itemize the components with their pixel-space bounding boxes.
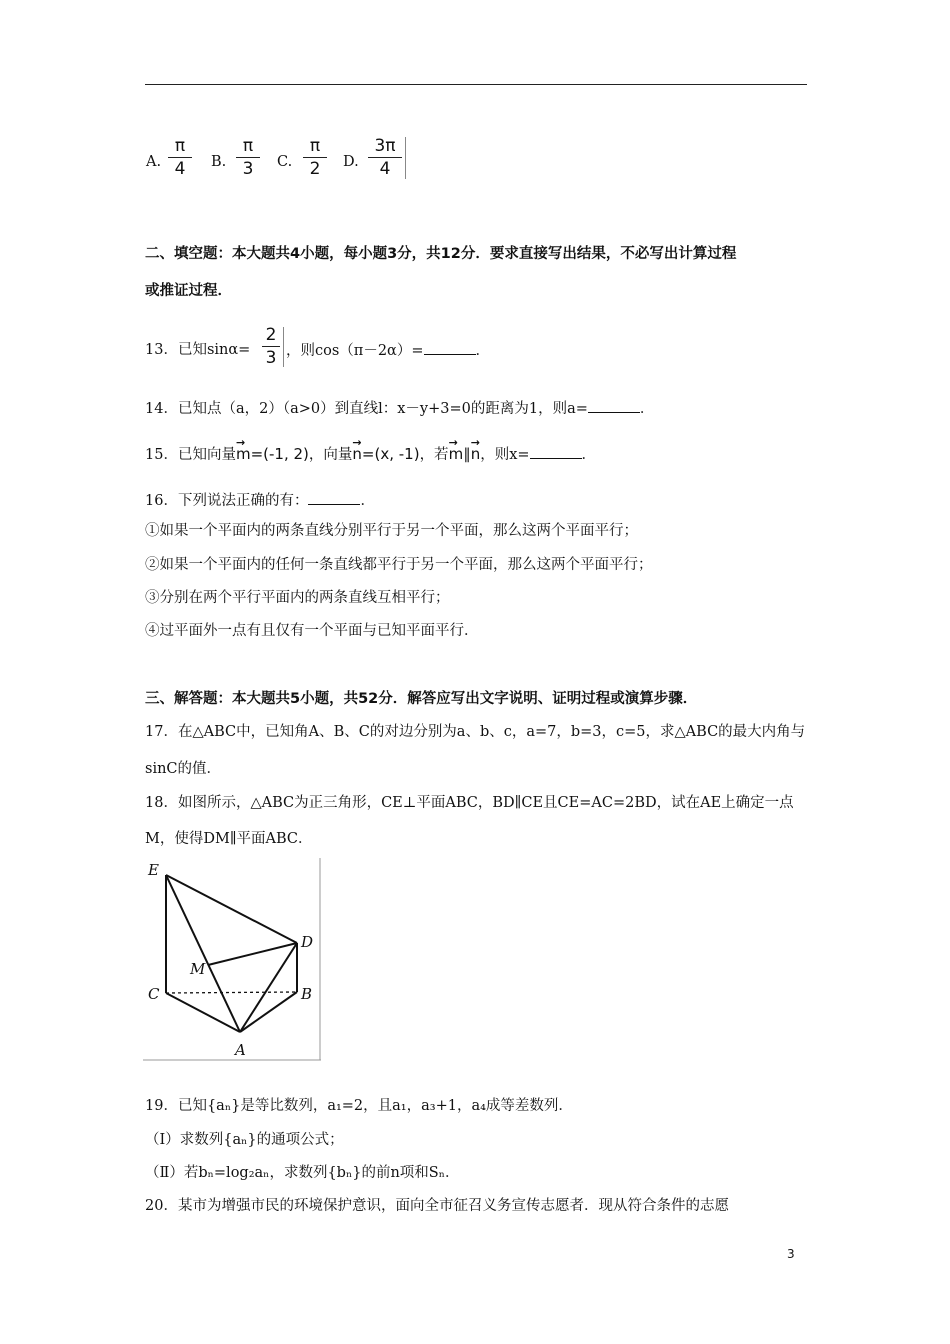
vector-n-expression: → n=(x, -1) [352,445,419,463]
section2-heading-line2: 或推证过程． [145,283,232,299]
q18-line2: M，使得DM∥平面ABC． [145,831,313,847]
answer-blank[interactable] [588,398,640,413]
option-d-fraction: 3π 4 [368,136,402,179]
q19-line1: 19．已知{aₙ}是等比数列，a₁=2，且a₁，a₃+1，a₄成等差数列． [145,1098,573,1114]
q13-prefix: 13．已知sinα= [145,342,251,358]
vertex-e-label: E [148,861,159,879]
header-rule [145,84,807,85]
edge-ca [166,993,240,1032]
option-a-label: A. [146,154,162,170]
q13-fraction: 2 3 [262,325,280,368]
answer-blank[interactable] [308,490,360,505]
option-c-label: C. [277,154,293,170]
edge-md [208,943,297,965]
answer-blank[interactable] [530,444,582,459]
vertex-b-label: B [301,985,313,1003]
q16-item-3: ③分别在两个平行平面内的两条直线互相平行； [145,590,450,606]
page-number: 3 [787,1247,795,1261]
option-b-label: B. [211,154,227,170]
fraction-edge-line [283,327,284,367]
q19-part2: （Ⅱ）若bₙ=log₂aₙ，求数列{bₙ}的前n项和Sₙ． [145,1165,460,1181]
edge-ba [240,992,297,1032]
section3-heading: 三、解答题：本大题共5小题，共52分．解答应写出文字说明、证明过程或演算步骤． [145,691,698,707]
section2-heading-line1: 二、填空题：本大题共4小题，每小题3分，共12分．要求直接写出结果，不必写出计算过程 [145,246,737,262]
q18-line1: 18．如图所示，△ABC为正三角形，CE⊥平面ABC，BD∥CE且CE=AC=2BD，试在AE上确定一点 [145,795,794,811]
edge-da [240,943,297,1032]
question-16-stem: 16．下列说法正确的有： ． [145,490,375,511]
q17-line2: sinC的值． [145,761,222,777]
edge-cb-hidden [166,992,297,993]
q16-item-1: ①如果一个平面内的两条直线分别平行于另一个平面，那么这两个平面平行； [145,523,638,539]
q17-line1: 17．在△ABC中，已知角A、B、C的对边分别为a、b、c，a=7，b=3，c=5，求△ABC的最大内角与 [145,724,806,740]
answer-blank[interactable] [424,340,476,355]
vertex-d-label: D [301,933,314,951]
q16-item-4: ④过平面外一点有且仅有一个平面与已知平面平行． [145,623,479,639]
option-d-label: D. [343,154,359,170]
q16-item-2: ②如果一个平面内的任何一条直线都平行于另一个平面，那么这两个平面平行； [145,557,653,573]
vector-m-expression: → m=(-1, 2) [236,445,309,463]
option-b-fraction: π 3 [236,136,260,179]
option-a-fraction: π 4 [168,136,192,179]
q19-part1: （Ⅰ）求数列{aₙ}的通项公式； [145,1132,344,1148]
geometry-figure [143,858,323,1062]
vertex-c-label: C [148,985,160,1003]
vertex-m-label: M [190,960,206,978]
vertex-a-label: A [235,1041,246,1059]
parallel-condition: → m∥→ n [449,445,481,463]
fraction-edge-line [405,137,406,179]
edge-ed [166,875,297,943]
option-c-fraction: π 2 [303,136,327,179]
q20-line1: 20．某市为增强市民的环境保护意识，面向全市征召义务宣传志愿者．现从符合条件的志愿 [145,1198,729,1214]
edge-ea [166,875,240,1032]
question-14: 14．已知点（a，2）（a>0）到直线l：x－y+3=0的距离为1，则a= ． [145,398,654,419]
q13-suffix: ，则cos（π－2α）= ． [286,340,490,361]
question-15: 15．已知向量→ m=(-1, 2)，向量→ n=(x, -1)，若→ m∥→ n，则x= ． [145,444,596,465]
